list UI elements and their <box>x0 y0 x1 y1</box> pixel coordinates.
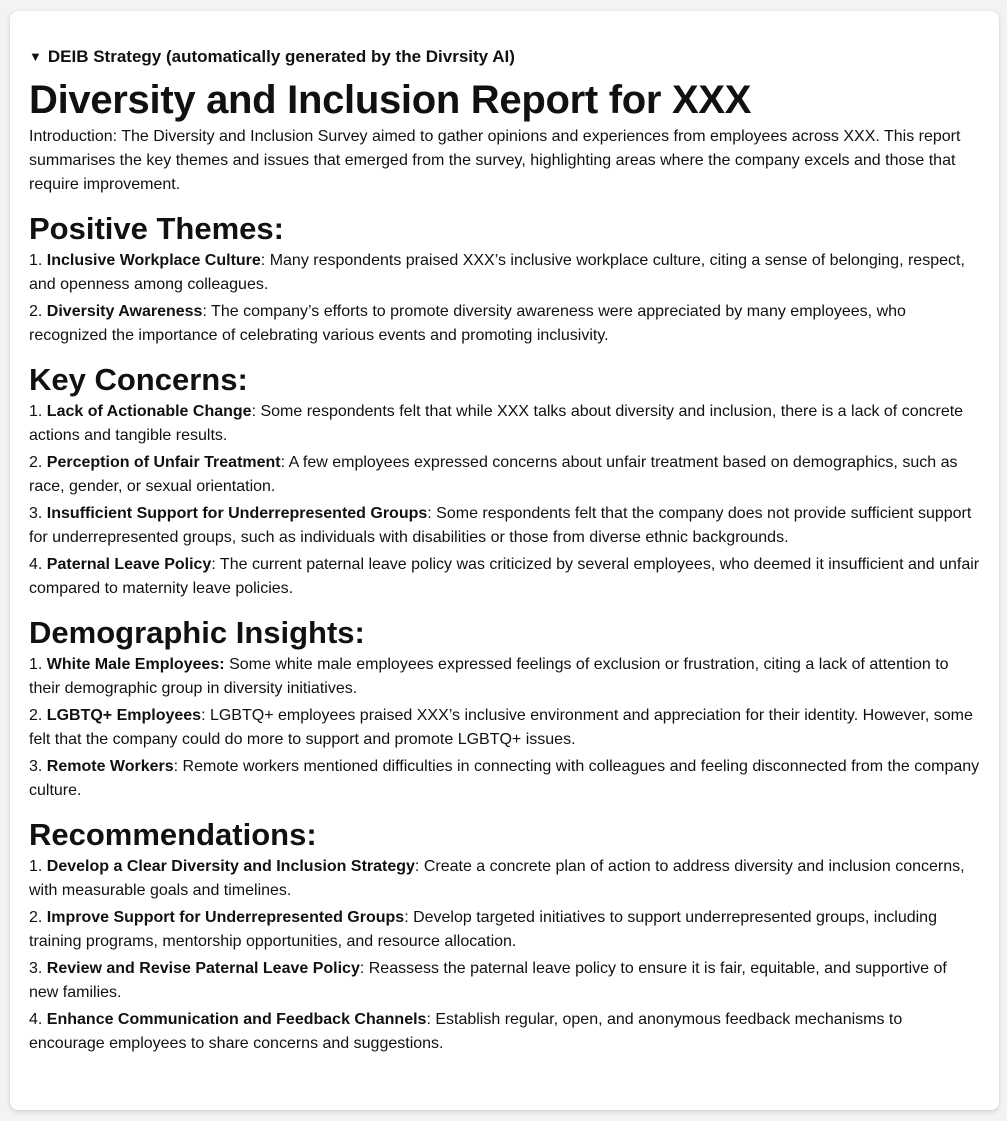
report-sections <box>29 211 980 1056</box>
deib-strategy-toggle[interactable] <box>29 46 980 68</box>
section-positive-themes <box>29 211 980 348</box>
item-number: 4. <box>29 1011 43 1028</box>
item-number: 3. <box>29 758 43 775</box>
list-item <box>29 249 980 297</box>
list-item <box>29 1008 980 1056</box>
section-recommendations <box>29 817 980 1056</box>
item-number: 2. <box>29 454 43 471</box>
item-title: Enhance Communication and Feedback Channels <box>46 1011 427 1028</box>
report-card <box>10 11 999 1110</box>
list-item <box>29 502 980 550</box>
item-number: 1. <box>29 403 43 420</box>
list-item <box>29 855 980 903</box>
item-text: : Many respondents praised XXX’s inclusive workplace culture, citing a sense of belonging, respect, and openness among colleagues. <box>29 252 965 293</box>
item-text: Some white male employees expressed feelings of exclusion or frustration, citing a lack of attention to their demographic group in diversity initiatives. <box>29 656 949 697</box>
item-number: 1. <box>29 858 43 875</box>
list-item <box>29 300 980 348</box>
section-key-concerns <box>29 362 980 601</box>
section-heading: Recommendations: <box>29 817 317 852</box>
item-number: 1. <box>29 252 43 269</box>
item-number: 2. <box>29 909 43 926</box>
item-title: White Male Employees: <box>46 656 225 673</box>
item-text: : The company’s efforts to promote diversity awareness were appreciated by many employees, who recognized the importance of celebrating various events and promoting inclusivity. <box>29 303 906 344</box>
list-item <box>29 553 980 601</box>
item-text: : Establish regular, open, and anonymous feedback mechanisms to encourage employees to share concerns and suggestions. <box>29 1011 903 1052</box>
item-title: LGBTQ+ Employees <box>46 707 202 724</box>
list-item <box>29 653 980 701</box>
report-title: Diversity and Inclusion Report for XXX <box>29 78 752 122</box>
item-text: : Develop targeted initiatives to support underrepresented groups, including training programs, mentorship opportunities, and resource allocation. <box>29 909 937 950</box>
item-title: Remote Workers <box>46 758 174 775</box>
list-item <box>29 957 980 1005</box>
item-text: : Some respondents felt that while XXX talks about diversity and inclusion, there is a lack of concrete actions and tangible results. <box>29 403 964 444</box>
item-text: : A few employees expressed concerns about unfair treatment based on demographics, such as race, gender, or sexual orientation. <box>29 454 958 495</box>
item-text: : Remote workers mentioned difficulties in connecting with colleagues and feeling disconnected from the company culture. <box>29 758 980 799</box>
list-item <box>29 704 980 752</box>
item-text: : Reassess the paternal leave policy to ensure it is fair, equitable, and supportive of new families. <box>29 960 947 1001</box>
item-number: 2. <box>29 707 43 724</box>
list-item <box>29 400 980 448</box>
item-title: Inclusive Workplace Culture <box>46 252 261 269</box>
item-number: 3. <box>29 960 43 977</box>
item-text: : Create a concrete plan of action to address diversity and inclusion concerns, with measurable goals and timelines. <box>29 858 965 899</box>
list-item <box>29 451 980 499</box>
deib-strategy-label: DEIB Strategy (automatically generated by the Divrsity AI) <box>47 47 515 66</box>
section-heading: Positive Themes: <box>29 211 284 246</box>
item-text: : LGBTQ+ employees praised XXX’s inclusive environment and appreciation for their identity. However, some felt that the company could do more to support and promote LGBTQ+ issues. <box>29 707 973 748</box>
item-number: 2. <box>29 303 43 320</box>
item-title: Insufficient Support for Underrepresented Groups <box>46 505 428 522</box>
item-text: : The current paternal leave policy was criticized by several employees, who deemed it insufficient and unfair compared to maternity leave policies. <box>29 556 980 597</box>
item-title: Develop a Clear Diversity and Inclusion Strategy <box>46 858 415 875</box>
item-number: 1. <box>29 656 43 673</box>
section-heading: Key Concerns: <box>29 362 248 397</box>
report-intro: Introduction: The Diversity and Inclusion Survey aimed to gather opinions and experiences from employees across XXX. This report summarises the key themes and issues that emerged from the survey, highlighting areas where the company excels and those that require improvement. <box>29 128 961 193</box>
item-title: Diversity Awareness <box>46 303 203 320</box>
item-number: 4. <box>29 556 43 573</box>
item-number: 3. <box>29 505 43 522</box>
item-title: Paternal Leave Policy <box>46 556 212 573</box>
section-heading: Demographic Insights: <box>29 615 365 650</box>
list-item <box>29 906 980 954</box>
item-title: Lack of Actionable Change <box>46 403 252 420</box>
item-title: Improve Support for Underrepresented Groups <box>46 909 405 926</box>
item-title: Review and Revise Paternal Leave Policy <box>46 960 360 977</box>
item-title: Perception of Unfair Treatment <box>46 454 281 471</box>
item-text: : Some respondents felt that the company does not provide sufficient support for underrepresented groups, such as individuals with disabilities or those from diverse ethnic backgrounds. <box>29 505 972 546</box>
section-demographic-insights <box>29 615 980 803</box>
list-item <box>29 755 980 803</box>
triangle-down-icon[interactable]: ▼ <box>29 49 42 64</box>
